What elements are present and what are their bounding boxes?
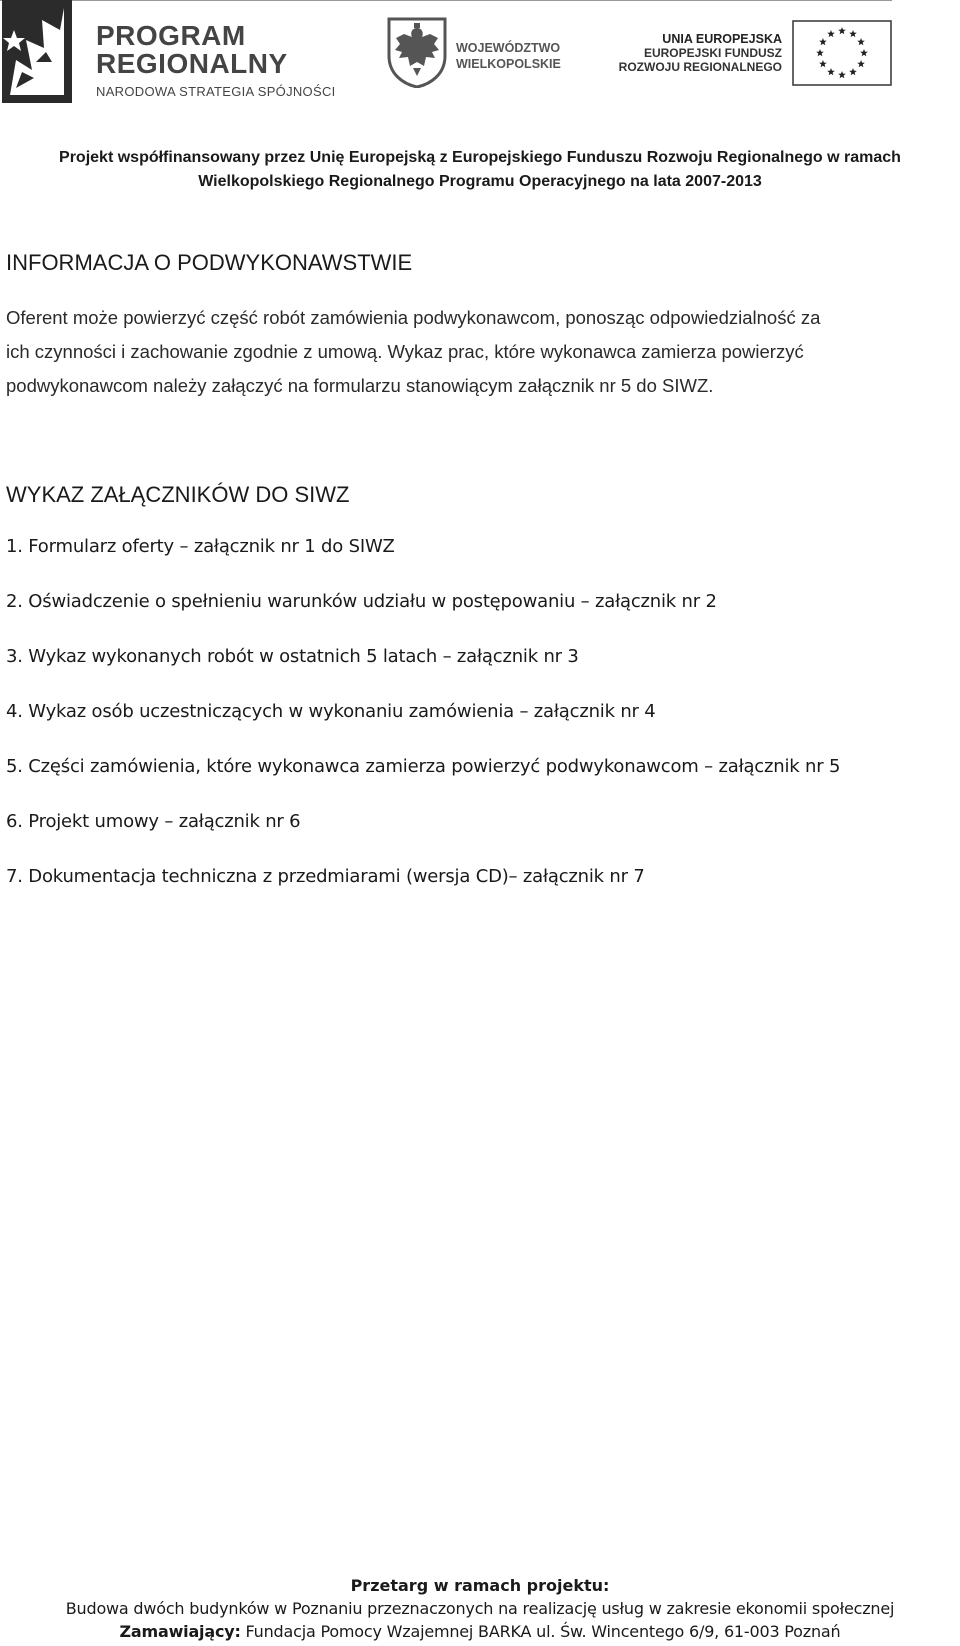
cofinancing-line2: Wielkopolskiego Regionalnego Programu Operacyjnego na lata 2007-2013	[198, 173, 762, 190]
subcontracting-heading: INFORMACJA O PODWYKONAWSTWIE	[6, 250, 413, 275]
footer-orderer-label: Zamawiający:	[119, 1622, 241, 1641]
footer-project: Budowa dwóch budynków w Poznaniu przeznaczonych na realizację usług w zakresie ekonomii społecznej	[65, 1599, 895, 1618]
attachment-item: 7. Dokumentacja techniczna z przedmiarami (wersja CD)– załącznik nr 7	[6, 866, 645, 887]
wielkopolska-eagle-emblem-icon	[386, 16, 448, 88]
footer-orderer: Fundacja Pomocy Wzajemnej BARKA ul. Św. Wincentego 6/9, 61-003 Poznań	[245, 1622, 841, 1641]
paragraph-line: ich czynności i zachowanie zgodnie z umową. Wykaz prac, które wykonawca zamierza powierzyć	[6, 341, 804, 362]
subcontracting-paragraph	[6, 301, 956, 403]
wojewodztwo-text	[456, 40, 561, 72]
footer-orderer-line	[0, 1620, 960, 1643]
eu-flag-icon	[792, 20, 892, 86]
program-line2: REGIONALNY	[96, 48, 288, 79]
ue-line1: UNIA EUROPEJSKA	[662, 32, 782, 46]
program-regionalny-text	[96, 22, 336, 99]
logo-header	[0, 0, 960, 110]
ue-line3: ROZWOJU REGIONALNEGO	[618, 60, 782, 74]
attachments-heading: WYKAZ ZAŁĄCZNIKÓW DO SIWZ	[6, 482, 350, 507]
program-regionalny-logo-icon	[2, 0, 72, 103]
cofinancing-line1: Projekt współfinansowany przez Unię Europejską z Europejskiego Funduszu Rozwoju Regionalnego w ramach	[59, 149, 901, 166]
attachment-item: 4. Wykaz osób uczestniczących w wykonaniu zamówienia – załącznik nr 4	[6, 701, 656, 722]
attachment-item: 3. Wykaz wykonanych robót w ostatnich 5 latach – załącznik nr 3	[6, 646, 579, 667]
unia-europejska-text	[560, 32, 782, 74]
cofinancing-note	[0, 146, 960, 194]
attachment-item: 1. Formularz oferty – załącznik nr 1 do SIWZ	[6, 536, 395, 557]
program-line1: PROGRAM	[96, 20, 246, 51]
paragraph-line: podwykonawcom należy załączyć na formularzu stanowiącym załącznik nr 5 do SIWZ.	[6, 375, 714, 396]
wojewodztwo-line1: WOJEWÓDZTWO	[456, 41, 561, 55]
paragraph-line: Oferent może powierzyć część robót zamówienia podwykonawcom, ponosząc odpowiedzialność za	[6, 307, 821, 328]
attachment-item: 2. Oświadczenie o spełnieniu warunków udziału w postępowaniu – załącznik nr 2	[6, 591, 717, 612]
ue-line2: EUROPEJSKI FUNDUSZ	[643, 46, 782, 60]
header-rule	[0, 0, 892, 1]
attachment-item: 6. Projekt umowy – załącznik nr 6	[6, 811, 301, 832]
page-footer	[0, 1574, 960, 1643]
footer-heading: Przetarg w ramach projektu:	[350, 1576, 610, 1595]
wojewodztwo-line2: WIELKOPOLSKIE	[456, 57, 561, 71]
program-line3: NARODOWA STRATEGIA SPÓJNOŚCI	[96, 84, 336, 99]
attachments-list	[6, 535, 840, 920]
attachment-item: 5. Części zamówienia, które wykonawca zamierza powierzyć podwykonawcom – załącznik nr 5	[6, 756, 841, 777]
